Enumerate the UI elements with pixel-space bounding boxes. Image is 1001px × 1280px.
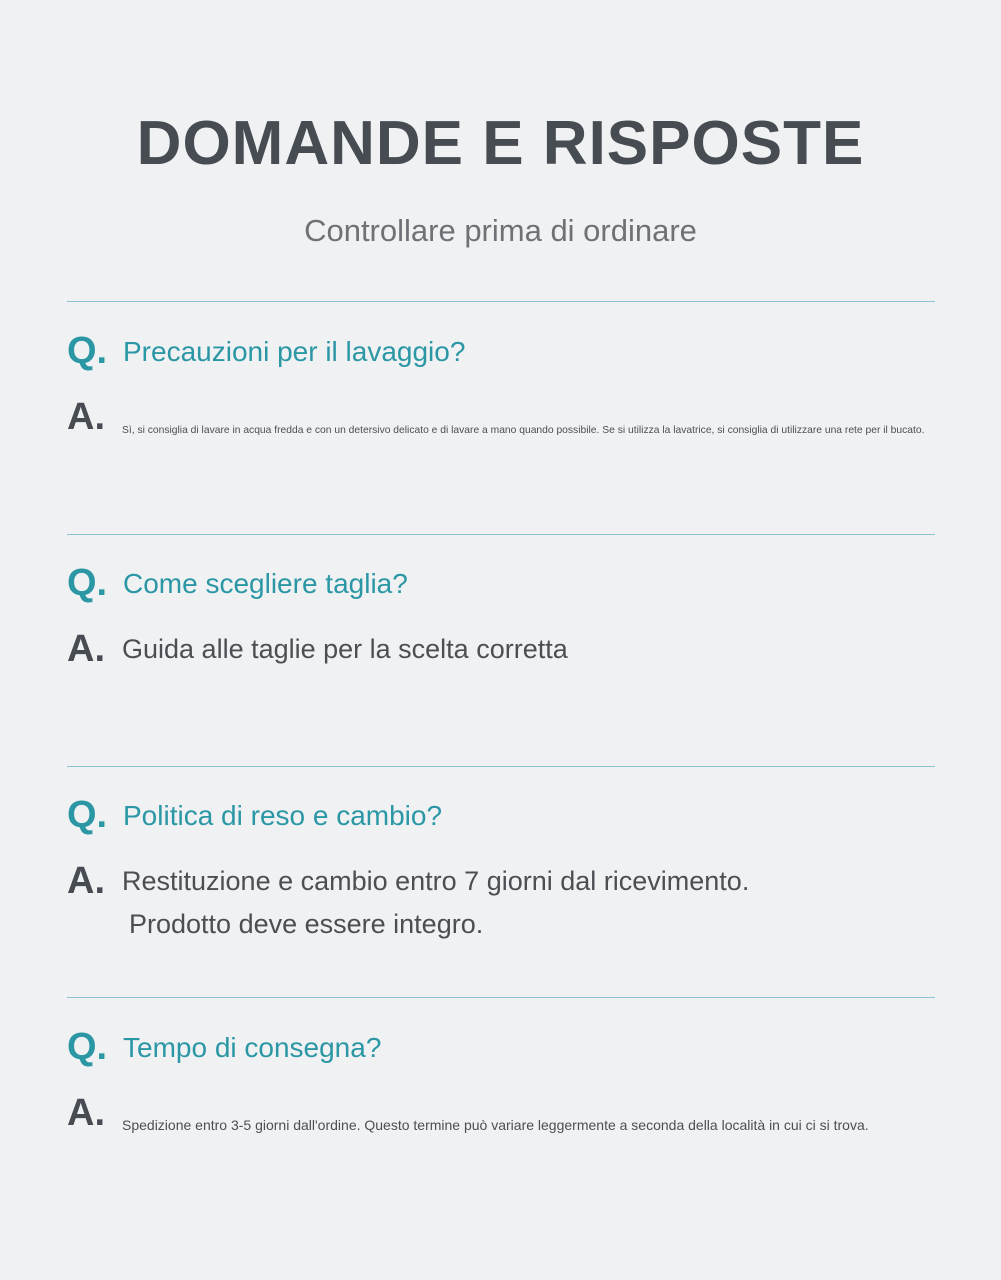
page-title: DOMANDE E RISPOSTE <box>136 109 865 178</box>
faq-answer-returns-line1: Restituzione e cambio entro 7 giorni dal ricevimento. <box>122 866 750 896</box>
faq-question-size: Come scegliere taglia? <box>123 568 408 599</box>
divider <box>67 301 935 302</box>
question-marker: Q. <box>67 794 108 836</box>
divider <box>67 997 935 998</box>
faq-answer-returns-line2: Prodotto deve essere integro. <box>129 909 484 939</box>
answer-marker: A. <box>67 860 105 902</box>
answer-marker: A. <box>67 1092 105 1134</box>
faq-question-returns: Politica di reso e cambio? <box>123 800 443 831</box>
question-marker: Q. <box>67 562 108 604</box>
question-marker: Q. <box>67 330 108 372</box>
faq-answer-returns <box>122 860 749 946</box>
answer-marker: A. <box>67 628 105 670</box>
faq-question-washing: Precauzioni per il lavaggio? <box>123 336 466 367</box>
faq-answer-washing: Sì, si consiglia di lavare in acqua fredda e con un detersivo delicato e di lavare a mano quando possibile. Se si utilizza la lavatrice, si consiglia di utilizzare una rete per il bucato. <box>122 425 925 436</box>
faq-answer-size: Guida alle taglie per la scelta corretta <box>122 634 568 664</box>
faq-answer-delivery: Spedizione entro 3-5 giorni dall'ordine. Questo termine può variare leggermente a seconda della località in cui ci si trova. <box>122 1117 869 1133</box>
faq-question-delivery: Tempo di consegna? <box>123 1032 382 1063</box>
divider <box>67 534 935 535</box>
page-subtitle: Controllare prima di ordinare <box>304 213 697 248</box>
answer-marker: A. <box>67 396 105 438</box>
divider <box>67 766 935 767</box>
question-marker: Q. <box>67 1026 108 1068</box>
